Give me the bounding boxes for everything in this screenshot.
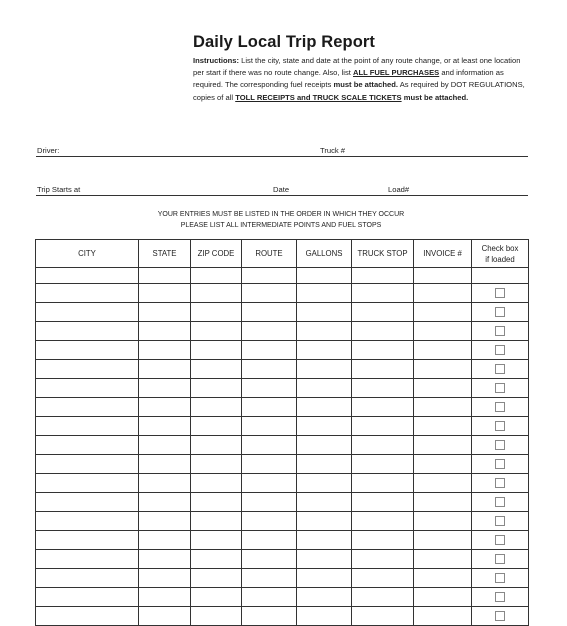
city-cell[interactable] xyxy=(36,550,139,569)
invoice-cell[interactable] xyxy=(414,268,472,284)
driver-truck-field-line[interactable] xyxy=(36,156,528,157)
order-notice-line-1: YOUR ENTRIES MUST BE LISTED IN THE ORDER IN WHICH THEY OCCUR xyxy=(157,211,405,218)
city-cell[interactable] xyxy=(36,607,139,626)
gallons-cell[interactable] xyxy=(297,436,352,455)
city-cell[interactable] xyxy=(36,436,139,455)
invoice-cell[interactable] xyxy=(414,550,472,569)
invoice-cell[interactable] xyxy=(414,398,472,417)
route-cell[interactable] xyxy=(242,550,297,569)
state-cell[interactable] xyxy=(139,303,191,322)
route-cell[interactable] xyxy=(242,569,297,588)
invoice-cell[interactable] xyxy=(414,607,472,626)
trip-log-table xyxy=(35,239,529,626)
invoice-cell[interactable] xyxy=(414,284,472,303)
header-gallons: GALLONS xyxy=(297,240,352,268)
trip-rows xyxy=(36,268,529,626)
table-row xyxy=(36,398,529,417)
zip-code-cell[interactable] xyxy=(191,493,242,512)
header-invoice: INVOICE # xyxy=(414,240,472,268)
loaded-checkbox[interactable] xyxy=(495,421,505,431)
table-header-row xyxy=(36,240,529,268)
state-cell[interactable] xyxy=(139,512,191,531)
truck-stop-cell[interactable] xyxy=(352,474,414,493)
instructions-text-1: List the city, state and date at the point of any route change, or at least one location per start if there was no route change. Also, list xyxy=(193,56,521,78)
route-cell[interactable] xyxy=(242,284,297,303)
state-cell[interactable] xyxy=(139,436,191,455)
header-check-if-loaded xyxy=(472,240,529,268)
invoice-cell[interactable] xyxy=(414,569,472,588)
state-cell[interactable] xyxy=(139,531,191,550)
city-cell[interactable] xyxy=(36,341,139,360)
zip-code-cell[interactable] xyxy=(191,455,242,474)
city-cell[interactable] xyxy=(36,493,139,512)
loaded-check-cell xyxy=(472,360,529,379)
truck-stop-cell[interactable] xyxy=(352,493,414,512)
city-cell[interactable] xyxy=(36,268,139,284)
state-cell[interactable] xyxy=(139,474,191,493)
route-cell[interactable] xyxy=(242,303,297,322)
driver-label: Driver: xyxy=(37,146,60,155)
zip-code-cell[interactable] xyxy=(191,512,242,531)
instructions-text-3: As required by DOT REGULATIONS, copies of all xyxy=(193,80,525,102)
city-cell[interactable] xyxy=(36,588,139,607)
zip-code-cell[interactable] xyxy=(191,398,242,417)
state-cell[interactable] xyxy=(139,455,191,474)
route-cell[interactable] xyxy=(242,588,297,607)
route-cell[interactable] xyxy=(242,268,297,284)
truck-stop-cell[interactable] xyxy=(352,436,414,455)
loaded-checkbox[interactable] xyxy=(495,497,505,507)
state-cell[interactable] xyxy=(139,607,191,626)
loaded-check-cell xyxy=(472,455,529,474)
loaded-check-cell xyxy=(472,569,529,588)
loaded-checkbox[interactable] xyxy=(495,516,505,526)
gallons-cell[interactable] xyxy=(297,569,352,588)
table-row xyxy=(36,360,529,379)
state-cell[interactable] xyxy=(139,322,191,341)
truck-stop-cell[interactable] xyxy=(352,569,414,588)
state-cell[interactable] xyxy=(139,493,191,512)
zip-code-cell[interactable] xyxy=(191,341,242,360)
zip-code-cell[interactable] xyxy=(191,474,242,493)
zip-code-cell[interactable] xyxy=(191,322,242,341)
invoice-cell[interactable] xyxy=(414,588,472,607)
header-truck-stop: TRUCK STOP xyxy=(352,240,414,268)
gallons-cell[interactable] xyxy=(297,379,352,398)
city-cell[interactable] xyxy=(36,531,139,550)
loaded-checkbox[interactable] xyxy=(495,535,505,545)
must-attach-emphasis-1: must be attached. xyxy=(333,80,398,90)
state-cell[interactable] xyxy=(139,268,191,284)
state-cell[interactable] xyxy=(139,588,191,607)
gallons-cell[interactable] xyxy=(297,493,352,512)
loaded-check-cell xyxy=(472,588,529,607)
state-cell[interactable] xyxy=(139,417,191,436)
loaded-checkbox[interactable] xyxy=(495,307,505,317)
truck-stop-cell[interactable] xyxy=(352,322,414,341)
truck-label: Truck # xyxy=(320,146,346,155)
table-row xyxy=(36,588,529,607)
trip-date-load-field-line[interactable] xyxy=(36,195,528,196)
loaded-checkbox[interactable] xyxy=(495,288,505,298)
truck-stop-cell[interactable] xyxy=(352,284,414,303)
loaded-check-cell xyxy=(472,268,529,284)
invoice-cell[interactable] xyxy=(414,474,472,493)
zip-code-cell[interactable] xyxy=(191,550,242,569)
gallons-cell[interactable] xyxy=(297,607,352,626)
truck-stop-cell[interactable] xyxy=(352,398,414,417)
invoice-cell[interactable] xyxy=(414,303,472,322)
gallons-cell[interactable] xyxy=(297,398,352,417)
report-title: Daily Local Trip Report xyxy=(193,33,376,51)
zip-code-cell[interactable] xyxy=(191,569,242,588)
invoice-cell[interactable] xyxy=(414,360,472,379)
table-row xyxy=(36,341,529,360)
truck-stop-cell[interactable] xyxy=(352,303,414,322)
zip-code-cell[interactable] xyxy=(191,268,242,284)
loaded-check-cell xyxy=(472,341,529,360)
date-label: Date xyxy=(273,185,290,194)
loaded-checkbox[interactable] xyxy=(495,402,505,412)
loaded-check-cell xyxy=(472,379,529,398)
city-cell[interactable] xyxy=(36,303,139,322)
loaded-checkbox[interactable] xyxy=(495,611,505,621)
table-row xyxy=(36,303,529,322)
city-cell[interactable] xyxy=(36,512,139,531)
state-cell[interactable] xyxy=(139,550,191,569)
table-row xyxy=(36,512,529,531)
loaded-check-cell xyxy=(472,322,529,341)
truck-stop-cell[interactable] xyxy=(352,455,414,474)
city-cell[interactable] xyxy=(36,417,139,436)
table-row xyxy=(36,417,529,436)
table-row xyxy=(36,379,529,398)
gallons-cell[interactable] xyxy=(297,303,352,322)
truck-stop-cell[interactable] xyxy=(352,360,414,379)
zip-code-cell[interactable] xyxy=(191,379,242,398)
header-check-line-2: if loaded xyxy=(485,254,515,264)
state-cell[interactable] xyxy=(139,341,191,360)
city-cell[interactable] xyxy=(36,322,139,341)
invoice-cell[interactable] xyxy=(414,341,472,360)
route-cell[interactable] xyxy=(242,360,297,379)
gallons-cell[interactable] xyxy=(297,268,352,284)
loaded-checkbox[interactable] xyxy=(495,364,505,374)
loaded-check-cell xyxy=(472,436,529,455)
city-cell[interactable] xyxy=(36,284,139,303)
loaded-check-cell xyxy=(472,550,529,569)
truck-stop-cell[interactable] xyxy=(352,588,414,607)
truck-stop-cell[interactable] xyxy=(352,531,414,550)
zip-code-cell[interactable] xyxy=(191,303,242,322)
truck-stop-cell[interactable] xyxy=(352,512,414,531)
load-label: Load# xyxy=(388,185,410,194)
gallons-cell[interactable] xyxy=(297,417,352,436)
table-row xyxy=(36,322,529,341)
route-cell[interactable] xyxy=(242,607,297,626)
zip-code-cell[interactable] xyxy=(191,284,242,303)
invoice-cell[interactable] xyxy=(414,436,472,455)
route-cell[interactable] xyxy=(242,379,297,398)
loaded-check-cell xyxy=(472,474,529,493)
header-route: ROUTE xyxy=(242,240,297,268)
zip-code-cell[interactable] xyxy=(191,436,242,455)
gallons-cell[interactable] xyxy=(297,512,352,531)
truck-stop-cell[interactable] xyxy=(352,379,414,398)
table-row xyxy=(36,531,529,550)
gallons-cell[interactable] xyxy=(297,284,352,303)
route-cell[interactable] xyxy=(242,436,297,455)
route-cell[interactable] xyxy=(242,455,297,474)
route-cell[interactable] xyxy=(242,398,297,417)
trip-starts-label: Trip Starts at xyxy=(37,185,81,194)
header-state: STATE xyxy=(139,240,191,268)
invoice-cell[interactable] xyxy=(414,417,472,436)
table-row xyxy=(36,284,529,303)
invoice-cell[interactable] xyxy=(414,512,472,531)
city-cell[interactable] xyxy=(36,569,139,588)
state-cell[interactable] xyxy=(139,379,191,398)
loaded-checkbox[interactable] xyxy=(495,554,505,564)
gallons-cell[interactable] xyxy=(297,455,352,474)
truck-stop-cell[interactable] xyxy=(352,607,414,626)
header-zip-code: ZIP CODE xyxy=(191,240,242,268)
loaded-check-cell xyxy=(472,512,529,531)
zip-code-cell[interactable] xyxy=(191,531,242,550)
table-row xyxy=(36,550,529,569)
invoice-cell[interactable] xyxy=(414,379,472,398)
truck-stop-cell[interactable] xyxy=(352,550,414,569)
gallons-cell[interactable] xyxy=(297,341,352,360)
loaded-checkbox[interactable] xyxy=(495,383,505,393)
route-cell[interactable] xyxy=(242,341,297,360)
truck-stop-cell[interactable] xyxy=(352,268,414,284)
loaded-checkbox[interactable] xyxy=(495,440,505,450)
loaded-checkbox[interactable] xyxy=(495,459,505,469)
route-cell[interactable] xyxy=(242,322,297,341)
invoice-cell[interactable] xyxy=(414,531,472,550)
order-notice-line-2: PLEASE LIST ALL INTERMEDIATE POINTS AND FUEL STOPS xyxy=(180,222,382,229)
loaded-checkbox[interactable] xyxy=(495,592,505,602)
invoice-cell[interactable] xyxy=(414,493,472,512)
table-row xyxy=(36,268,529,284)
loaded-checkbox[interactable] xyxy=(495,478,505,488)
zip-code-cell[interactable] xyxy=(191,360,242,379)
city-cell[interactable] xyxy=(36,379,139,398)
instructions-label: Instructions: xyxy=(193,56,239,65)
table-row xyxy=(36,474,529,493)
state-cell[interactable] xyxy=(139,360,191,379)
header-check-line-1: Check box xyxy=(481,243,519,253)
invoice-cell[interactable] xyxy=(414,322,472,341)
truck-stop-cell[interactable] xyxy=(352,341,414,360)
table-row xyxy=(36,493,529,512)
loaded-checkbox[interactable] xyxy=(495,326,505,336)
table-row xyxy=(36,455,529,474)
zip-code-cell[interactable] xyxy=(191,588,242,607)
loaded-check-cell xyxy=(472,417,529,436)
loaded-check-cell xyxy=(472,493,529,512)
loaded-checkbox[interactable] xyxy=(495,345,505,355)
toll-receipts-emphasis: TOLL RECEIPTS and TRUCK SCALE TICKETS xyxy=(235,92,402,102)
truck-stop-cell[interactable] xyxy=(352,417,414,436)
loaded-check-cell xyxy=(472,398,529,417)
loaded-check-cell xyxy=(472,303,529,322)
zip-code-cell[interactable] xyxy=(191,417,242,436)
state-cell[interactable] xyxy=(139,569,191,588)
gallons-cell[interactable] xyxy=(297,474,352,493)
city-cell[interactable] xyxy=(36,360,139,379)
city-cell[interactable] xyxy=(36,398,139,417)
loaded-check-cell xyxy=(472,607,529,626)
route-cell[interactable] xyxy=(242,417,297,436)
instructions-block xyxy=(193,55,533,104)
zip-code-cell[interactable] xyxy=(191,607,242,626)
gallons-cell[interactable] xyxy=(297,322,352,341)
must-attach-emphasis-2: must be attached. xyxy=(403,92,469,102)
instructions-text-2: and information as required. The corresponding fuel receipts xyxy=(193,68,504,90)
state-cell[interactable] xyxy=(139,398,191,417)
table-row xyxy=(36,607,529,626)
table-row xyxy=(36,436,529,455)
gallons-cell[interactable] xyxy=(297,550,352,569)
gallons-cell[interactable] xyxy=(297,360,352,379)
gallons-cell[interactable] xyxy=(297,531,352,550)
header-city: CITY xyxy=(36,240,139,268)
route-cell[interactable] xyxy=(242,531,297,550)
city-cell[interactable] xyxy=(36,455,139,474)
gallons-cell[interactable] xyxy=(297,588,352,607)
route-cell[interactable] xyxy=(242,493,297,512)
loaded-check-cell xyxy=(472,284,529,303)
table-row xyxy=(36,569,529,588)
invoice-cell[interactable] xyxy=(414,455,472,474)
state-cell[interactable] xyxy=(139,284,191,303)
route-cell[interactable] xyxy=(242,474,297,493)
fuel-purchases-emphasis: ALL FUEL PURCHASES xyxy=(352,68,440,78)
loaded-check-cell xyxy=(472,531,529,550)
route-cell[interactable] xyxy=(242,512,297,531)
city-cell[interactable] xyxy=(36,474,139,493)
